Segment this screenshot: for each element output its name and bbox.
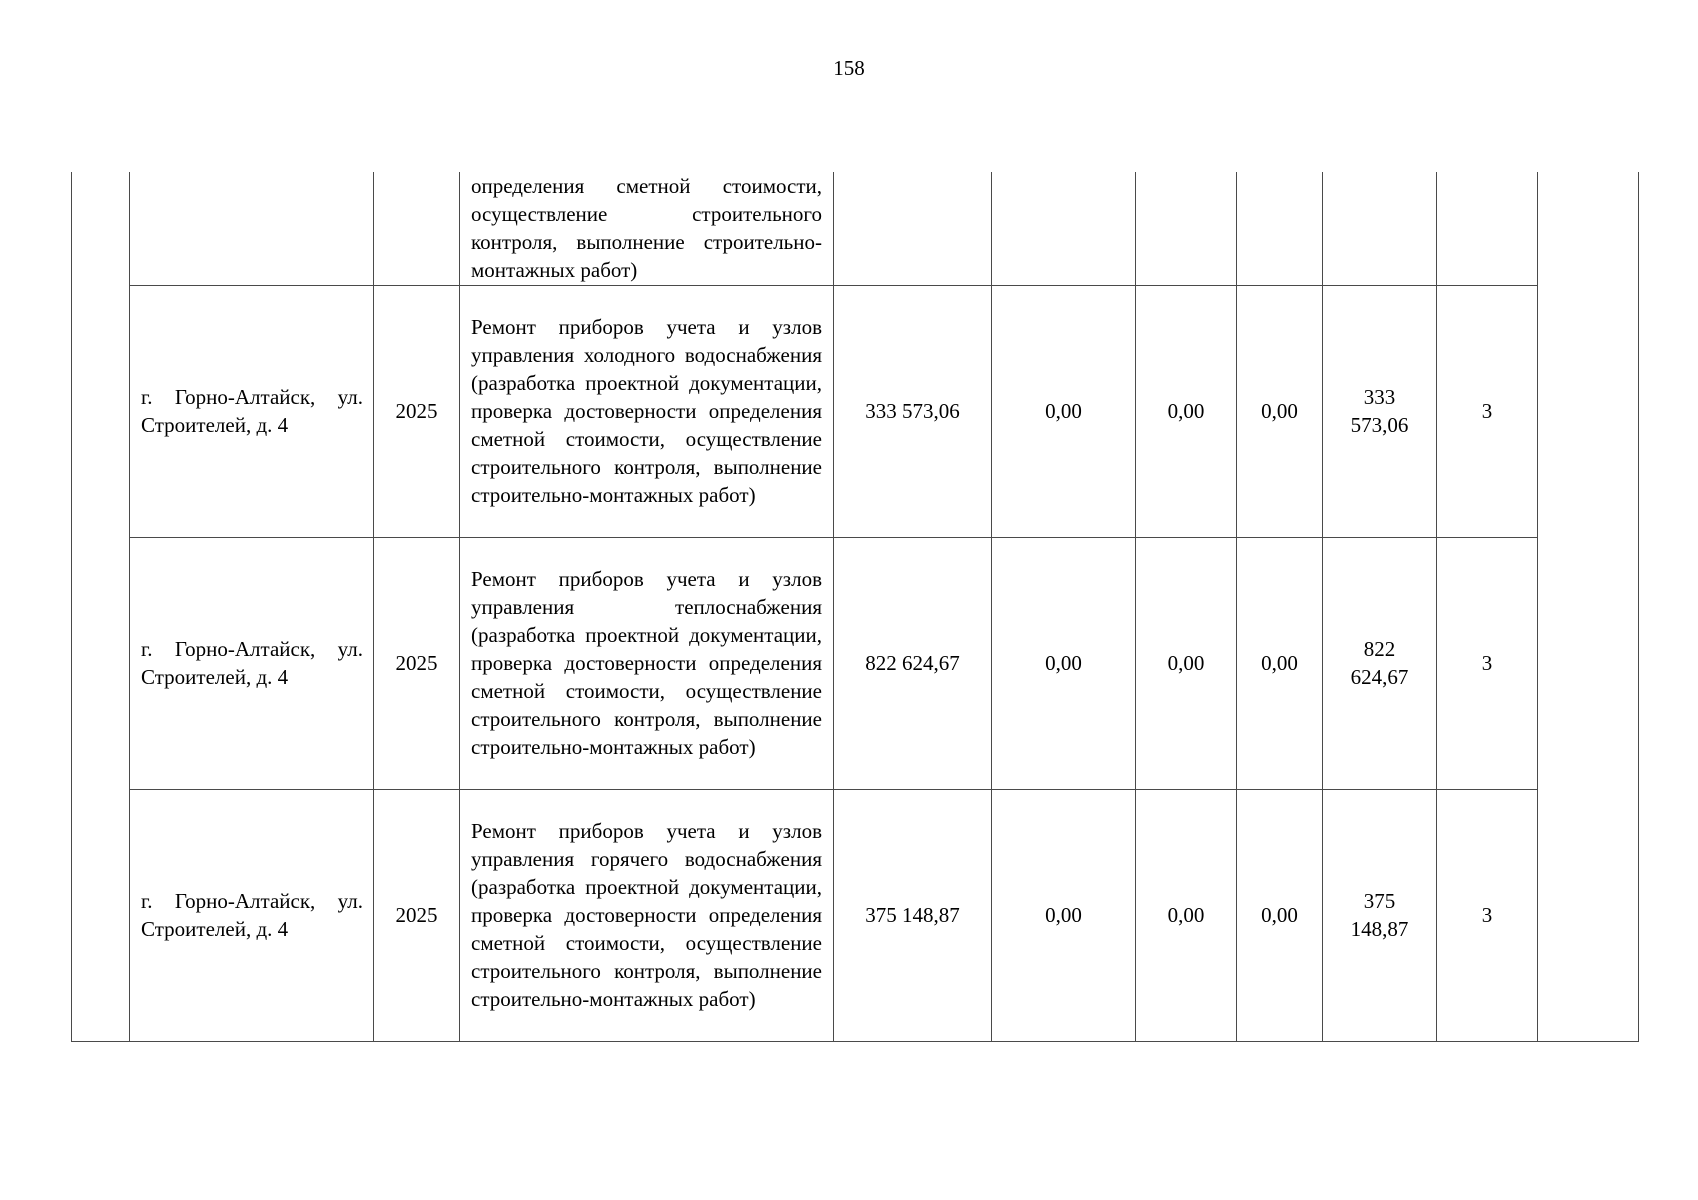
- last-cell: [1538, 172, 1639, 1041]
- total-cell: [1323, 172, 1437, 285]
- value-cell: 0,00: [1136, 789, 1237, 1041]
- code-cell: 3: [1437, 789, 1538, 1041]
- total-cell: 822 624,67: [1323, 537, 1437, 789]
- value-cell: 0,00: [1237, 285, 1323, 537]
- code-cell: 3: [1437, 285, 1538, 537]
- table-row: [72, 285, 1639, 537]
- cost-cell: [834, 172, 992, 285]
- address-cell: г. Горно-Алтайск, ул. Строителей, д. 4: [130, 285, 374, 537]
- continuation-row: [72, 172, 1639, 285]
- year-cell: 2025: [374, 285, 460, 537]
- value-cell: [1237, 172, 1323, 285]
- year-cell: 2025: [374, 789, 460, 1041]
- value-cell: 0,00: [1237, 537, 1323, 789]
- description-cell: Ремонт приборов учета и узлов управления холодного водоснабжения (разработка проектной документации, проверка достоверности определения сметной стоимости, осуществление строительного контроля, выполнение строительно-монтажных работ): [460, 285, 834, 537]
- address-cell: г. Горно-Алтайск, ул. Строителей, д. 4: [130, 789, 374, 1041]
- value-cell: 0,00: [992, 537, 1136, 789]
- value-cell: 0,00: [1237, 789, 1323, 1041]
- value-cell: 0,00: [992, 285, 1136, 537]
- code-cell: [1437, 172, 1538, 285]
- address-cell: г. Горно-Алтайск, ул. Строителей, д. 4: [130, 537, 374, 789]
- value-cell: 0,00: [1136, 285, 1237, 537]
- description-cell: определения сметной стоимости, осуществление строительного контроля, выполнение строительно-монтажных работ): [460, 172, 834, 285]
- cost-cell: 375 148,87: [834, 789, 992, 1041]
- description-cell: Ремонт приборов учета и узлов управления горячего водоснабжения (разработка проектной документации, проверка достоверности определения сметной стоимости, осуществление строительного контроля, выполнение строительно-монтажных работ): [460, 789, 834, 1041]
- cost-cell: 822 624,67: [834, 537, 992, 789]
- number-cell: [72, 172, 130, 1041]
- value-cell: 0,00: [1136, 537, 1237, 789]
- code-cell: 3: [1437, 537, 1538, 789]
- year-cell: 2025: [374, 537, 460, 789]
- year-cell: [374, 172, 460, 285]
- works-table-container: [71, 172, 1639, 1042]
- value-cell: 0,00: [992, 789, 1136, 1041]
- value-cell: [992, 172, 1136, 285]
- value-cell: [1136, 172, 1237, 285]
- cost-cell: 333 573,06: [834, 285, 992, 537]
- page-number: 158: [833, 56, 865, 80]
- table-row: [72, 537, 1639, 789]
- works-table: [71, 172, 1639, 1042]
- total-cell: 333 573,06: [1323, 285, 1437, 537]
- table-row: [72, 789, 1639, 1041]
- address-cell: [130, 172, 374, 285]
- total-cell: 375 148,87: [1323, 789, 1437, 1041]
- description-cell: Ремонт приборов учета и узлов управления теплоснабжения (разработка проектной документации, проверка достоверности определения сметной стоимости, осуществление строительного контроля, выполнение строительно-монтажных работ): [460, 537, 834, 789]
